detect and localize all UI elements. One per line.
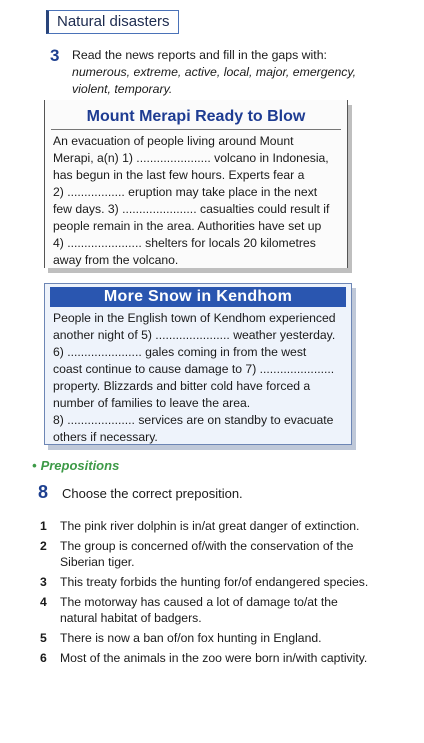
question-number: 3 — [40, 575, 47, 589]
news-report-kendhom — [44, 283, 352, 445]
question-number: 2 — [40, 539, 47, 553]
list-item — [40, 630, 370, 646]
question-text: The motorway has caused a lot of damage to/at the natural habitat of badgers. — [60, 595, 338, 625]
news-line: property. Blizzards and bitter cold have forced a — [53, 379, 311, 393]
news-line: has begun in the last few hours. Experts fear a — [53, 168, 305, 182]
news-report-merapi — [44, 100, 348, 268]
prepositions-heading — [32, 458, 119, 473]
news-body — [53, 133, 341, 269]
word-list-line-2: violent, temporary. — [72, 82, 173, 96]
question-text: There is now a ban of/on fox hunting in England. — [60, 631, 322, 645]
list-item — [40, 594, 370, 626]
list-item — [40, 518, 370, 534]
news-line: people remain in the area. Authorities have set up — [53, 219, 322, 233]
instruction-text: Read the news reports and fill in the gaps with: — [72, 48, 327, 62]
news-line: 8) .................... services are on standby to evacuate — [53, 413, 334, 427]
question-number: 6 — [40, 651, 47, 665]
news-line: People in the English town of Kendhom experienced — [53, 311, 336, 325]
exercise-instruction — [72, 47, 372, 98]
exercise-number: 8 — [38, 482, 49, 502]
news-line: 4) ...................... shelters for locals 20 kilometres — [53, 236, 316, 250]
news-line: 2) ................. eruption may take place in the next — [53, 185, 318, 199]
section-tab: Natural disasters — [46, 10, 179, 34]
news-line: 6) ...................... gales coming in from the west — [53, 345, 307, 359]
news-line: Merapi, a(n) 1) ...................... volcano in Indonesia, — [53, 151, 329, 165]
bullet-icon: • — [32, 458, 37, 473]
question-text: The pink river dolphin is in/at great danger of extinction. — [60, 519, 360, 533]
news-line: another night of 5) ...................... weather yesterday. — [53, 328, 336, 342]
list-item — [40, 650, 370, 666]
news-line: away from the volcano. — [53, 253, 179, 267]
news-headline: Mount Merapi Ready to Blow — [51, 105, 341, 130]
word-list-line-1: numerous, extreme, active, local, major, emergency, — [72, 65, 357, 79]
list-item — [40, 538, 370, 570]
exercise-number: 3 — [50, 46, 60, 65]
news-headline: More Snow in Kendhom — [50, 287, 346, 307]
news-line: others if necessary. — [53, 430, 158, 444]
news-line: few days. 3) ...................... casualties could result if — [53, 202, 330, 216]
news-line: number of families to leave the area. — [53, 396, 251, 410]
exercise-instruction: Choose the correct preposition. — [62, 486, 243, 501]
news-line: coast continue to cause damage to 7) ...................... — [53, 362, 335, 376]
news-body — [53, 310, 345, 446]
prepositions-heading-text: Prepositions — [40, 458, 120, 473]
question-number: 5 — [40, 631, 47, 645]
question-number: 1 — [40, 519, 47, 533]
news-line: An evacuation of people living around Mount — [53, 134, 294, 148]
question-list — [40, 518, 370, 670]
question-text: Most of the animals in the zoo were born in/with captivity. — [60, 651, 368, 665]
question-text: The group is concerned of/with the conservation of the Siberian tiger. — [60, 539, 354, 569]
list-item — [40, 574, 370, 590]
question-text: This treaty forbids the hunting for/of endangered species. — [60, 575, 369, 589]
question-number: 4 — [40, 595, 47, 609]
